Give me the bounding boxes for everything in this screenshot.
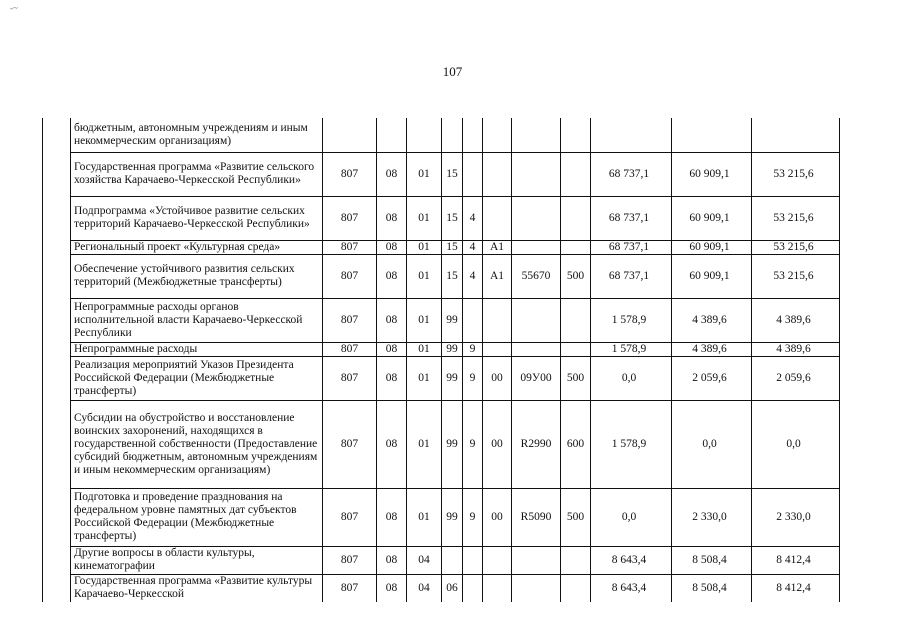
cell-ved: 807 (323, 240, 377, 254)
cell-ved: 807 (323, 574, 377, 602)
cell-subprogram: 9 (463, 356, 483, 400)
cell-vr (561, 118, 591, 152)
corner-mark: -~ (10, 3, 18, 13)
cell-rz: 08 (377, 298, 407, 342)
cell-direction (483, 574, 512, 602)
table-row (43, 356, 840, 400)
cell-amount-year1: 1 578,9 (591, 342, 672, 356)
cell-csr (512, 196, 561, 240)
cell-amount-year1: 1 578,9 (591, 400, 672, 488)
cell-amount-year3: 4 389,6 (752, 342, 840, 356)
cell-direction (483, 118, 512, 152)
cell-amount-year1: 8 643,4 (591, 546, 672, 574)
cell-vr: 500 (561, 488, 591, 546)
cell-number (43, 240, 71, 254)
cell-amount-year1: 68 737,1 (591, 152, 672, 196)
cell-direction: А1 (483, 254, 512, 298)
cell-amount-year1: 68 737,1 (591, 196, 672, 240)
cell-subprogram: 9 (463, 342, 483, 356)
cell-amount-year2: 2 059,6 (672, 356, 752, 400)
cell-amount-year1 (591, 118, 672, 152)
table-row (43, 488, 840, 546)
cell-name: Обеспечение устойчивого развития сельских территорий (Межбюджетные трансферты) (71, 254, 323, 298)
cell-program: 99 (442, 342, 463, 356)
cell-csr: R2990 (512, 400, 561, 488)
cell-ved: 807 (323, 356, 377, 400)
cell-rz: 08 (377, 152, 407, 196)
cell-ved: 807 (323, 546, 377, 574)
cell-number (43, 488, 71, 546)
cell-vr (561, 546, 591, 574)
cell-program: 99 (442, 298, 463, 342)
cell-direction (483, 546, 512, 574)
cell-amount-year3: 8 412,4 (752, 574, 840, 602)
cell-csr (512, 152, 561, 196)
cell-pr: 01 (407, 400, 442, 488)
cell-amount-year2 (672, 118, 752, 152)
cell-pr: 01 (407, 240, 442, 254)
cell-subprogram (463, 574, 483, 602)
cell-rz: 08 (377, 356, 407, 400)
cell-subprogram: 4 (463, 254, 483, 298)
cell-amount-year1: 68 737,1 (591, 240, 672, 254)
table-row (43, 152, 840, 196)
cell-name: Государственная программа «Развитие сельского хозяйства Карачаево-Черкесской Республики» (71, 152, 323, 196)
cell-ved: 807 (323, 298, 377, 342)
cell-name: Реализация мероприятий Указов Президента Российской Федерации (Межбюджетные трансферты) (71, 356, 323, 400)
cell-name: Субсидии на обустройство и восстановление воинских захоронений, находящихся в государственной собственности (Предоставление субсидий бюджетным, автономным учреждениям и иным некоммерческим организациям) (71, 400, 323, 488)
cell-number (43, 118, 71, 152)
cell-pr: 01 (407, 298, 442, 342)
cell-vr (561, 342, 591, 356)
cell-pr: 04 (407, 574, 442, 602)
cell-amount-year2: 60 909,1 (672, 196, 752, 240)
table-row (43, 342, 840, 356)
cell-number (43, 546, 71, 574)
cell-csr (512, 342, 561, 356)
cell-amount-year3: 53 215,6 (752, 196, 840, 240)
cell-name: Непрограммные расходы (71, 342, 323, 356)
cell-direction: А1 (483, 240, 512, 254)
table-row (43, 400, 840, 488)
cell-amount-year3: 0,0 (752, 400, 840, 488)
cell-name: Другие вопросы в области культуры, кинематографии (71, 546, 323, 574)
cell-direction: 00 (483, 488, 512, 546)
cell-vr (561, 152, 591, 196)
cell-csr (512, 240, 561, 254)
cell-rz: 08 (377, 254, 407, 298)
cell-subprogram (463, 546, 483, 574)
cell-pr: 01 (407, 196, 442, 240)
cell-name: бюджетным, автономным учреждениям и иным некоммерческим организациям) (71, 118, 323, 152)
budget-table (42, 118, 840, 602)
cell-ved: 807 (323, 196, 377, 240)
cell-pr: 04 (407, 546, 442, 574)
cell-amount-year2: 2 330,0 (672, 488, 752, 546)
page-number: 107 (442, 64, 463, 79)
cell-amount-year2: 60 909,1 (672, 152, 752, 196)
cell-csr: 55670 (512, 254, 561, 298)
cell-vr: 600 (561, 400, 591, 488)
cell-amount-year2: 60 909,1 (672, 240, 752, 254)
cell-subprogram: 9 (463, 488, 483, 546)
table-row (43, 298, 840, 342)
cell-program: 15 (442, 240, 463, 254)
cell-amount-year2: 4 389,6 (672, 298, 752, 342)
cell-rz: 08 (377, 342, 407, 356)
cell-rz: 08 (377, 546, 407, 574)
cell-csr (512, 546, 561, 574)
cell-name: Государственная программа «Развитие культуры Карачаево-Черкесской (71, 574, 323, 602)
table-row (43, 546, 840, 574)
cell-ved: 807 (323, 342, 377, 356)
cell-pr: 01 (407, 152, 442, 196)
cell-amount-year1: 0,0 (591, 488, 672, 546)
cell-amount-year2: 8 508,4 (672, 546, 752, 574)
cell-amount-year3: 53 215,6 (752, 254, 840, 298)
cell-vr: 500 (561, 356, 591, 400)
table-row (43, 254, 840, 298)
table-row (43, 118, 840, 152)
cell-number (43, 342, 71, 356)
cell-pr: 01 (407, 356, 442, 400)
cell-amount-year2: 60 909,1 (672, 254, 752, 298)
cell-rz: 08 (377, 240, 407, 254)
cell-amount-year3: 53 215,6 (752, 152, 840, 196)
cell-ved: 807 (323, 152, 377, 196)
cell-program: 99 (442, 488, 463, 546)
cell-subprogram: 9 (463, 400, 483, 488)
cell-direction (483, 152, 512, 196)
cell-amount-year2: 0,0 (672, 400, 752, 488)
cell-amount-year3: 4 389,6 (752, 298, 840, 342)
cell-ved (323, 118, 377, 152)
cell-direction (483, 342, 512, 356)
cell-vr (561, 298, 591, 342)
cell-name: Подготовка и проведение празднования на федеральном уровне памятных дат субъектов Российской Федерации (Межбюджетные трансферты) (71, 488, 323, 546)
cell-csr (512, 118, 561, 152)
cell-number (43, 356, 71, 400)
cell-pr (407, 118, 442, 152)
cell-program: 06 (442, 574, 463, 602)
cell-name: Региональный проект «Культурная среда» (71, 240, 323, 254)
cell-csr (512, 574, 561, 602)
cell-direction: 00 (483, 400, 512, 488)
cell-number (43, 254, 71, 298)
cell-rz: 08 (377, 488, 407, 546)
cell-amount-year2: 4 389,6 (672, 342, 752, 356)
cell-amount-year1: 68 737,1 (591, 254, 672, 298)
cell-number (43, 574, 71, 602)
cell-number (43, 196, 71, 240)
cell-amount-year3 (752, 118, 840, 152)
cell-pr: 01 (407, 488, 442, 546)
cell-amount-year3: 2 059,6 (752, 356, 840, 400)
cell-number (43, 400, 71, 488)
cell-amount-year1: 8 643,4 (591, 574, 672, 602)
cell-number (43, 152, 71, 196)
cell-subprogram: 4 (463, 240, 483, 254)
cell-rz: 08 (377, 400, 407, 488)
cell-number (43, 298, 71, 342)
cell-csr (512, 298, 561, 342)
cell-pr: 01 (407, 342, 442, 356)
cell-subprogram (463, 118, 483, 152)
cell-amount-year1: 0,0 (591, 356, 672, 400)
cell-ved: 807 (323, 400, 377, 488)
cell-rz (377, 118, 407, 152)
cell-subprogram: 4 (463, 196, 483, 240)
cell-csr: 09У00 (512, 356, 561, 400)
cell-program: 15 (442, 152, 463, 196)
table-row (43, 240, 840, 254)
cell-name: Непрограммные расходы органов исполнительной власти Карачаево-Черкесской Республики (71, 298, 323, 342)
cell-amount-year3: 53 215,6 (752, 240, 840, 254)
cell-subprogram (463, 152, 483, 196)
cell-program: 99 (442, 356, 463, 400)
cell-amount-year3: 8 412,4 (752, 546, 840, 574)
cell-direction (483, 196, 512, 240)
cell-amount-year2: 8 508,4 (672, 574, 752, 602)
cell-ved: 807 (323, 488, 377, 546)
cell-pr: 01 (407, 254, 442, 298)
cell-vr (561, 240, 591, 254)
cell-name: Подпрограмма «Устойчивое развитие сельских территорий Карачаево-Черкесской Республики» (71, 196, 323, 240)
cell-rz: 08 (377, 196, 407, 240)
cell-amount-year3: 2 330,0 (752, 488, 840, 546)
cell-vr (561, 574, 591, 602)
cell-amount-year1: 1 578,9 (591, 298, 672, 342)
cell-direction (483, 298, 512, 342)
table-row (43, 196, 840, 240)
cell-csr: R5090 (512, 488, 561, 546)
table-row (43, 574, 840, 602)
cell-program: 15 (442, 196, 463, 240)
cell-ved: 807 (323, 254, 377, 298)
cell-program (442, 546, 463, 574)
cell-direction: 00 (483, 356, 512, 400)
cell-vr (561, 196, 591, 240)
cell-subprogram (463, 298, 483, 342)
cell-rz: 08 (377, 574, 407, 602)
cell-program (442, 118, 463, 152)
cell-program: 15 (442, 254, 463, 298)
cell-vr: 500 (561, 254, 591, 298)
cell-program: 99 (442, 400, 463, 488)
